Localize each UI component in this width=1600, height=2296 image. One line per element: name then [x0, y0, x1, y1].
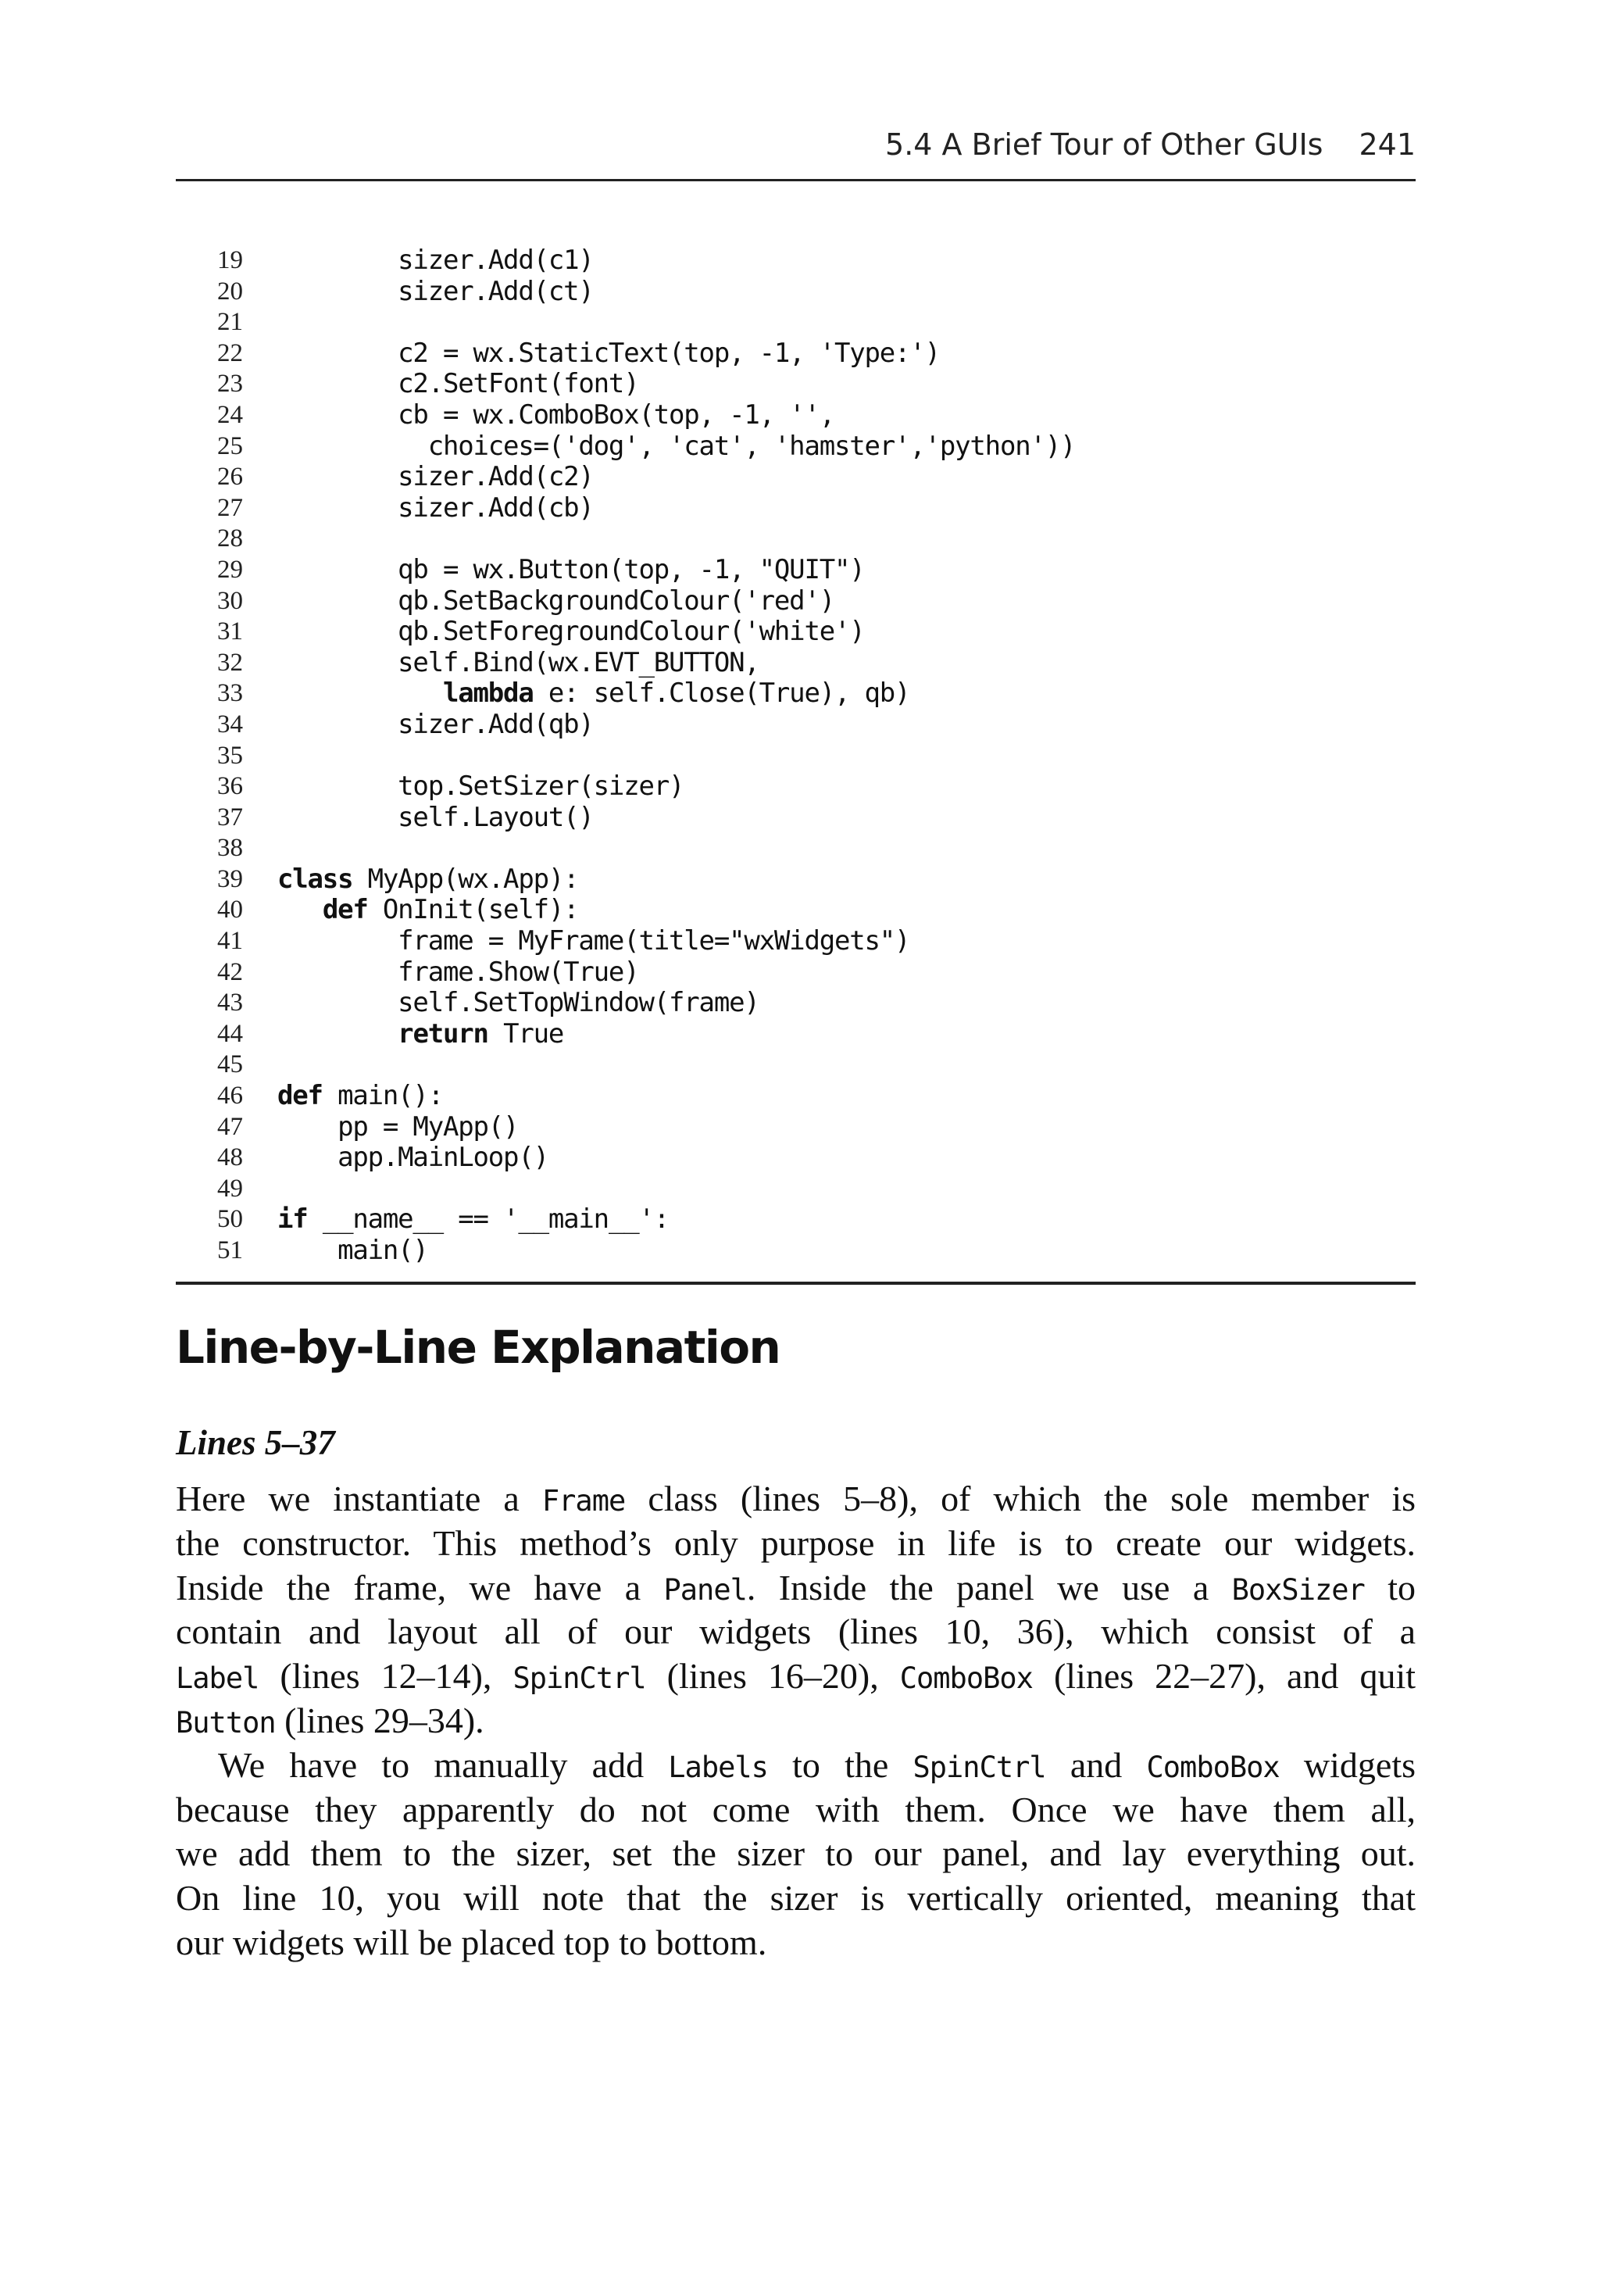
line-number: 43 — [217, 989, 243, 1017]
paragraph-line — [176, 1743, 1416, 1788]
subheading: Lines 5–37 — [176, 1423, 335, 1462]
line-code — [277, 431, 1075, 463]
body-text-run: We have to manually add — [218, 1744, 669, 1785]
line-code — [277, 1112, 518, 1143]
section-heading: Line-by-Line Explanation — [176, 1321, 780, 1374]
code-text: main() — [277, 1235, 428, 1266]
code-text: sizer.Add(qb) — [277, 708, 594, 740]
body-text-run: we add them to the sizer, set the sizer to our panel, and lay everything out. — [176, 1833, 1416, 1874]
body-text-run: . Inside the panel we use a — [746, 1567, 1232, 1608]
code-line — [176, 833, 1416, 864]
line-number: 30 — [217, 586, 243, 615]
code-line — [176, 1112, 1416, 1143]
code-keyword: def — [322, 894, 368, 926]
code-line — [176, 524, 1416, 555]
line-code — [277, 864, 578, 896]
code-text — [277, 1018, 398, 1050]
body-text-run: our widgets will be placed top to bottom. — [176, 1922, 767, 1962]
code-text: app.MainLoop() — [277, 1142, 548, 1174]
inline-code: Frame — [541, 1484, 626, 1518]
code-bottom-rule — [176, 1282, 1416, 1285]
running-head — [176, 117, 1416, 172]
inline-code: SpinCtrl — [912, 1750, 1046, 1784]
code-text: self.Layout() — [277, 801, 594, 833]
code-keyword: def — [277, 1080, 323, 1112]
code-line — [176, 895, 1416, 926]
code-line — [176, 277, 1416, 308]
code-line — [176, 1204, 1416, 1236]
line-number: 23 — [217, 370, 243, 399]
inline-code: Label — [176, 1661, 259, 1696]
code-line — [176, 1019, 1416, 1050]
explanation-paragraphs — [176, 1477, 1416, 1965]
code-text: OnInit(self): — [367, 894, 579, 926]
inline-code: Button — [176, 1705, 276, 1740]
line-code — [277, 277, 594, 308]
code-line — [176, 493, 1416, 524]
inline-code: SpinCtrl — [512, 1661, 646, 1696]
line-number: 41 — [217, 927, 243, 956]
line-number: 20 — [217, 277, 243, 306]
line-number: 19 — [217, 246, 243, 274]
code-text: c2.SetFont(font) — [277, 368, 639, 400]
code-line — [176, 1174, 1416, 1205]
code-text: True — [488, 1017, 564, 1050]
line-code — [277, 988, 759, 1019]
body-text-run: On line 10, you will note that the sizer is vertically oriented, meaning that — [176, 1878, 1416, 1919]
line-number: 46 — [217, 1082, 243, 1110]
line-number: 28 — [217, 524, 243, 553]
code-line — [176, 586, 1416, 617]
line-number: 26 — [217, 463, 243, 492]
body-text-run: and — [1045, 1744, 1147, 1785]
line-code — [277, 369, 638, 400]
code-text — [277, 678, 443, 709]
paragraph-line — [176, 1477, 1416, 1522]
line-code — [277, 678, 909, 710]
body-text-run: (lines 29–34). — [275, 1700, 484, 1740]
code-keyword: lambda — [442, 678, 534, 710]
line-number: 35 — [217, 741, 243, 770]
code-line — [176, 400, 1416, 431]
code-listing — [176, 245, 1416, 1267]
line-code — [277, 1236, 428, 1267]
code-line — [176, 307, 1416, 338]
code-line — [176, 710, 1416, 741]
code-text: frame.Show(True) — [277, 956, 639, 988]
body-text-run: (lines 22–27), and quit — [1032, 1656, 1416, 1697]
line-code — [277, 1204, 669, 1236]
inline-code: ComboBox — [1146, 1750, 1280, 1784]
line-number: 37 — [217, 803, 243, 831]
paragraph-line — [176, 1654, 1416, 1699]
line-number: 50 — [217, 1205, 243, 1234]
inline-code: BoxSizer — [1231, 1572, 1365, 1607]
code-line — [176, 678, 1416, 710]
line-number: 42 — [217, 957, 243, 986]
page-number: 241 — [1359, 127, 1416, 162]
paragraph-line — [176, 1522, 1416, 1566]
line-code — [277, 803, 594, 834]
line-code — [277, 1019, 563, 1050]
line-number: 45 — [217, 1050, 243, 1079]
code-line — [176, 369, 1416, 400]
paragraph-line — [176, 1610, 1416, 1654]
body-text-run: (lines 12–14), — [259, 1656, 513, 1697]
line-code — [277, 338, 940, 370]
code-text: main(): — [322, 1080, 443, 1112]
line-number: 24 — [217, 400, 243, 429]
line-code — [277, 1143, 548, 1174]
paragraph-line — [176, 1876, 1416, 1921]
line-code — [277, 895, 578, 926]
code-text: frame = MyFrame(title="wxWidgets") — [277, 925, 910, 957]
code-text: sizer.Add(c1) — [277, 245, 594, 276]
paragraph-line — [176, 1788, 1416, 1833]
code-line — [176, 555, 1416, 586]
code-line — [176, 926, 1416, 957]
line-number: 38 — [217, 834, 243, 863]
code-text: top.SetSizer(sizer) — [277, 771, 684, 803]
code-line — [176, 338, 1416, 370]
code-line — [176, 245, 1416, 277]
code-text: qb.SetForegroundColour('white') — [277, 616, 865, 648]
inline-code: Labels — [668, 1750, 768, 1784]
body-text-run: widgets — [1279, 1744, 1416, 1785]
code-keyword: if — [277, 1203, 308, 1236]
line-code — [277, 462, 594, 493]
line-code — [277, 493, 594, 524]
line-number: 32 — [217, 648, 243, 677]
line-number: 36 — [217, 772, 243, 801]
code-line — [176, 1081, 1416, 1112]
paragraph-line — [176, 1699, 1416, 1743]
line-number: 47 — [217, 1112, 243, 1141]
body-text-run: Inside the frame, we have a — [176, 1567, 664, 1608]
line-number: 44 — [217, 1019, 243, 1048]
line-code — [277, 957, 638, 989]
line-code — [277, 710, 594, 741]
body-text-run: to the — [767, 1744, 913, 1785]
code-text: qb = wx.Button(top, -1, "QUIT") — [277, 553, 865, 585]
body-text-run: Here we instantiate a — [176, 1479, 542, 1518]
line-number: 51 — [217, 1236, 243, 1264]
code-line — [176, 431, 1416, 463]
code-text: e: self.Close(True), qb) — [533, 678, 910, 710]
line-code — [277, 245, 594, 277]
code-text: self.Bind(wx.EVT_BUTTON, — [277, 646, 759, 678]
code-text — [277, 894, 323, 925]
inline-code: Panel — [663, 1572, 747, 1607]
line-code — [277, 771, 684, 803]
body-text-run: class (lines 5–8), of which the sole member is — [625, 1479, 1416, 1518]
code-line — [176, 617, 1416, 648]
code-text: pp = MyApp() — [277, 1110, 519, 1143]
code-text: choices=('dog', 'cat', 'hamster','python')) — [277, 430, 1076, 462]
top-rule — [176, 179, 1416, 181]
line-code — [277, 555, 865, 586]
code-line — [176, 803, 1416, 834]
code-keyword: return — [398, 1017, 488, 1050]
line-code — [277, 926, 909, 957]
line-code — [277, 586, 834, 617]
body-text-run: (lines 16–20), — [645, 1656, 900, 1697]
line-number: 33 — [217, 679, 243, 708]
inline-code: ComboBox — [899, 1661, 1033, 1696]
code-text: self.SetTopWindow(frame) — [277, 987, 759, 1019]
line-number: 27 — [217, 493, 243, 522]
code-text: c2 = wx.StaticText(top, -1, 'Type:') — [277, 337, 940, 369]
code-text: sizer.Add(c2) — [277, 461, 594, 493]
body-text-run: to — [1364, 1567, 1416, 1608]
line-number: 29 — [217, 555, 243, 584]
line-number: 40 — [217, 896, 243, 924]
code-line — [176, 741, 1416, 772]
code-line — [176, 988, 1416, 1019]
code-text: sizer.Add(ct) — [277, 275, 594, 307]
code-text: MyApp(wx.App): — [352, 863, 579, 895]
paragraph-line — [176, 1832, 1416, 1876]
line-number: 48 — [217, 1143, 243, 1172]
line-code — [277, 1081, 443, 1112]
line-code — [277, 400, 834, 431]
line-number: 22 — [217, 338, 243, 367]
body-text-run: contain and layout all of our widgets (lines 10, 36), which consist of a — [176, 1611, 1416, 1652]
paragraph-line — [176, 1921, 1416, 1965]
code-line — [176, 462, 1416, 493]
code-line — [176, 864, 1416, 896]
line-number: 49 — [217, 1174, 243, 1203]
code-text: qb.SetBackgroundColour('red') — [277, 585, 834, 617]
running-head-section-title: 5.4 A Brief Tour of Other GUIs — [885, 127, 1323, 162]
line-number: 21 — [217, 308, 243, 337]
line-number: 34 — [217, 710, 243, 739]
code-text: cb = wx.ComboBox(top, -1, '', — [277, 399, 834, 431]
paragraph-line — [176, 1566, 1416, 1611]
code-line — [176, 1236, 1416, 1267]
code-line — [176, 648, 1416, 679]
line-number: 31 — [217, 617, 243, 646]
code-line — [176, 957, 1416, 989]
code-text: sizer.Add(cb) — [277, 492, 594, 524]
code-text: __name__ == '__main__': — [307, 1203, 670, 1236]
code-line — [176, 771, 1416, 803]
line-code — [277, 648, 759, 679]
code-keyword: class — [277, 863, 353, 895]
code-line — [176, 1143, 1416, 1174]
body-text-run: the constructor. This method’s only purpose in life is to create our widgets. — [176, 1522, 1416, 1563]
body-text-run: because they apparently do not come with them. Once we have them all, — [176, 1789, 1416, 1829]
line-number: 25 — [217, 431, 243, 460]
code-line — [176, 1050, 1416, 1081]
line-code — [277, 617, 865, 648]
line-number: 39 — [217, 864, 243, 893]
